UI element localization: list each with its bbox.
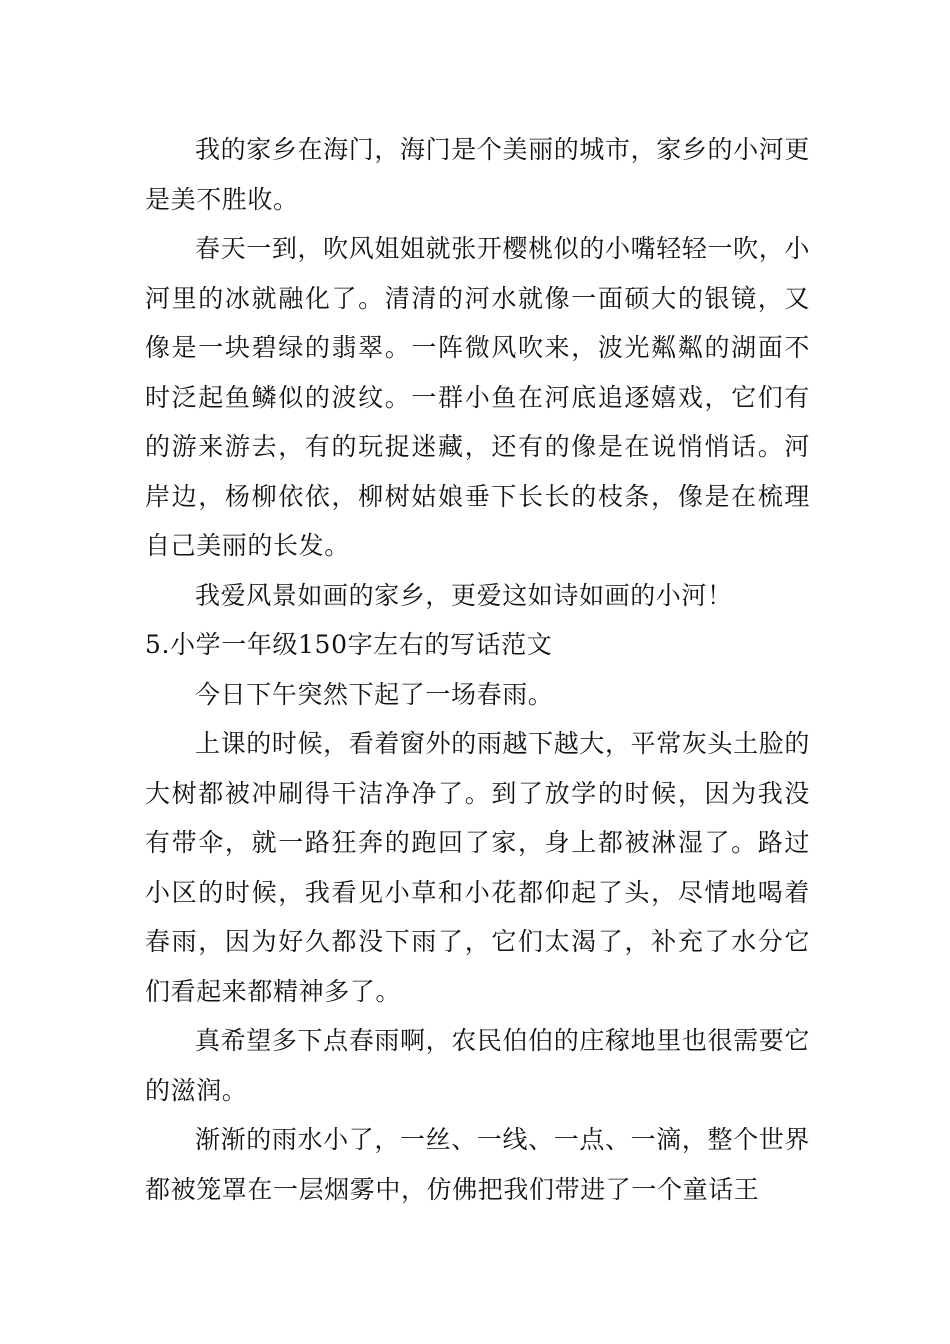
paragraph-hometown-intro: 我的家乡在海门，海门是个美丽的城市，家乡的小河更是美不胜收。 (145, 135, 810, 214)
section-heading: 5.小学一年级150字左右的写话范文 (145, 630, 553, 659)
paragraph-after-class: 上课的时候，看着窗外的雨越下越大，平常灰头土脸的大树都被冲刷得干洁净净了。到了放学的时候，因为我没有带伞，就一路狂奔的跑回了家，身上都被淋湿了。路过小区的时候，我看见小草和小花都仰起了头，尽情地喝着春雨，因为好久都没下雨了，它们太渴了，补充了水分它们看起来都精神多了。 (145, 729, 810, 1006)
document-body (145, 125, 810, 1214)
paragraph-spring-river: 春天一到，吹风姐姐就张开樱桃似的小嘴轻轻一吹，小河里的冰就融化了。清清的河水就像一面硕大的银镜，又像是一块碧绿的翡翠。一阵微风吹来，波光粼粼的湖面不时泛起鱼鳞似的波纹。一群小鱼在河底追逐嬉戏，它们有的游来游去，有的玩捉迷藏，还有的像是在说悄悄话。河岸边，杨柳依依，柳树姑娘垂下长长的枝条，像是在梳理自己美丽的长发。 (145, 234, 810, 560)
paragraph-rain-fading: 渐渐的雨水小了，一丝、一线、一点、一滴，整个世界都被笼罩在一层烟雾中，仿佛把我们带进了一个童话王 (145, 1125, 810, 1204)
paragraph-spring-rain-start: 今日下午突然下起了一场春雨。 (195, 679, 554, 709)
paragraph-love-hometown: 我爱风景如画的家乡，更爱这如诗如画的小河！ (195, 580, 733, 610)
paragraph-wish-rain: 真希望多下点春雨啊，农民伯伯的庄稼地里也很需要它的滋润。 (145, 1026, 810, 1105)
